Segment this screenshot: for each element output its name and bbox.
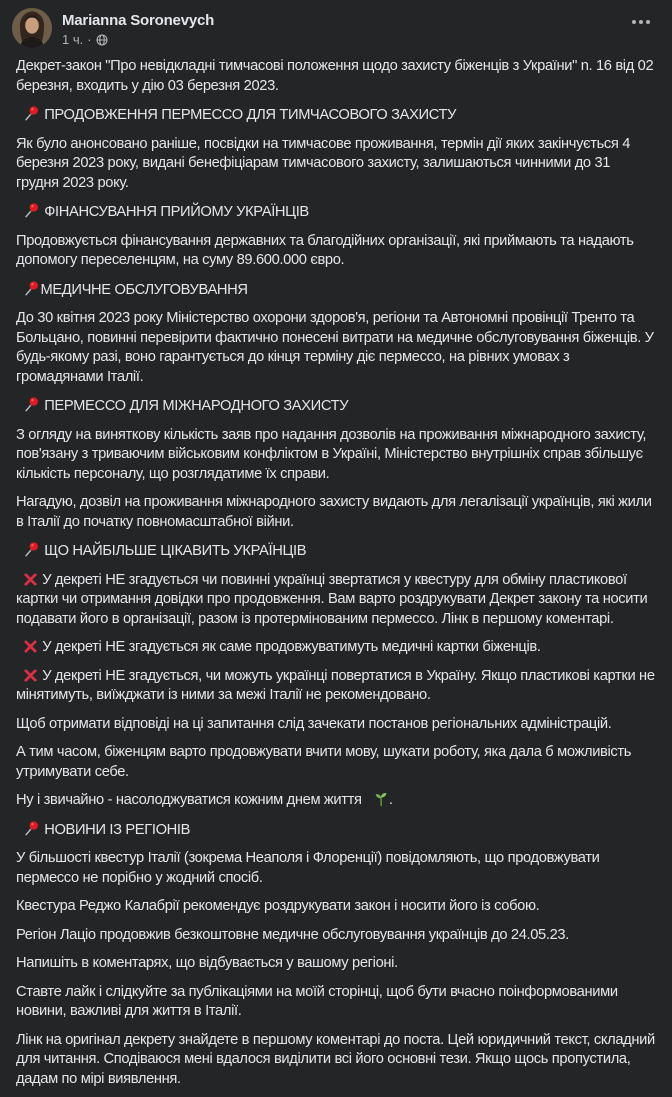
header-meta bbox=[62, 8, 214, 48]
post-paragraph: Регіон Лаціо продовжив безкоштовне медичне обслуговування українців до 24.05.23. bbox=[16, 926, 569, 943]
post-header bbox=[0, 0, 672, 50]
post-paragraph: Ставте лайк і слідкуйте за публікаціями на моїй сторінці, щоб бути вчасно поінформованими новини, важливі для життя в Італії. bbox=[16, 983, 622, 1019]
post-paragraph: У декреті НЕ згадується як саме продовжуватимуть медичні картки біженців. bbox=[16, 638, 656, 658]
author-name[interactable]: Marianna Soronevych bbox=[62, 12, 215, 29]
post-paragraph: Напишіть в коментарях, що відбувається у вашому регіоні. bbox=[16, 955, 398, 971]
post-paragraph: А тим часом, біженцям варто продовжувати вчити мову, шукати роботу, яка дала б можливість утримувати себе. bbox=[16, 744, 635, 780]
post-paragraph: Щоб отримати відповіді на ці запитання слід зачекати постанов регіональних адміністрацій. bbox=[16, 715, 612, 732]
post-paragraph: Як було анонсовано раніше, посвідки на тимчасове проживання, термін дії яких закінчується 4 березня 2023 року, видані бенефіціарам тимчасового захисту, залишаються чинними до 31 грудня 2023 року. bbox=[16, 135, 634, 191]
pin-icon bbox=[16, 541, 40, 558]
post-paragraph: До 30 квітня 2023 року Міністерство охорони здоров'я, регіони та Автономні провінції Тренто та Больцано, повинні перевірити фактично понесені витрати на медичне обслуговування біженців. У будь-якому разі, воно гарантується до кінця терміну діє пермессо, на рівних умовах з громадянами Італії. bbox=[16, 310, 658, 385]
post-paragraph: З огляду на виняткову кількість заяв про надання дозволів на проживання міжнародного захисту, пов'язану з триваючим військовим конфліктом в Україні, Міністерство внутрішніх справ збільшує кількість персоналу, що розглядатиме їх справи. bbox=[16, 426, 650, 482]
post-paragraph: Ну і звичайно - насолоджуватися кожним днем життя . bbox=[16, 792, 393, 808]
globe-icon bbox=[96, 34, 108, 46]
post-paragraph: ФІНАНСУВАННЯ ПРИЙОМУ УКРАЇНЦІВ bbox=[16, 202, 656, 223]
ellipsis-icon bbox=[646, 20, 650, 24]
post-paragraph: ПРОДОВЖЕННЯ ПЕРМЕССО ДЛЯ ТИМЧАСОВОГО ЗАХИСТУ bbox=[16, 105, 656, 126]
post-paragraph: Продовжується фінансування державних та благодійних організації, які приймають та надають допомогу переселенцям, на суму 89.600.000 євро. bbox=[16, 232, 638, 268]
post-paragraph: НОВИНИ ІЗ РЕГІОНІВ bbox=[16, 820, 656, 841]
cross-icon bbox=[16, 668, 38, 683]
avatar[interactable] bbox=[12, 8, 52, 48]
post-paragraph: Лінк на оригінал декрету знайдете в першому коментарі до поста. Цей юридичний текст, складний для читання. Сподіваюся мені вдалося виділити всі його основні тези. Якщо щось пропустила, дадам по мірі виявлення. bbox=[16, 1031, 659, 1087]
post-paragraph: У декреті НЕ згадується чи повинні українці звертатися у квестуру для обміну пластикової картки чи отримання довідки про продовження. Вам варто роздрукувати Декрет закону та носити подавати його в організації, разом із протермінованим пермессо. Лінк в першому коментарі. bbox=[16, 571, 652, 627]
pin-icon bbox=[16, 105, 40, 122]
timestamp[interactable]: 1 ч. bbox=[62, 32, 84, 47]
ellipsis-icon bbox=[632, 20, 636, 24]
pin-icon bbox=[16, 202, 40, 219]
post-paragraph: ЩО НАЙБІЛЬШЕ ЦІКАВИТЬ УКРАЇНЦІВ bbox=[16, 541, 656, 562]
post-options-button[interactable] bbox=[626, 16, 656, 28]
profile-photo bbox=[12, 8, 52, 48]
post-paragraph: Квестура Реджо Калабрії рекомендує роздрукувати закон і носити його із собою. bbox=[16, 898, 540, 914]
post-paragraph: Декрет-закон "Про невідкладні тимчасові положення щодо захисту біженців з України" n. 16 від 02 березня, входить у дію 03 березня 2023. bbox=[16, 58, 658, 94]
post-paragraph: У більшості квестур Італії (зокрема Неаполя і Флоренції) повідомляють, що продовжувати пермессо не порібно у жодний спосіб. bbox=[16, 850, 604, 886]
seedling-icon bbox=[365, 791, 388, 807]
post-paragraph: ПЕРМЕССО ДЛЯ МІЖНАРОДНОГО ЗАХИСТУ bbox=[16, 396, 656, 417]
post-paragraph: У декреті НЕ згадується, чи можуть українці повертатися в Україну. Якщо пластикові картки не мінятимуть, виїжджати із ними за межі Італії не рекомендовано. bbox=[16, 667, 659, 703]
pin-icon bbox=[16, 396, 40, 413]
post-content bbox=[0, 50, 672, 1089]
post-meta-line bbox=[62, 32, 214, 48]
pin-icon bbox=[16, 280, 40, 297]
cross-icon bbox=[16, 572, 38, 587]
meta-separator: · bbox=[87, 32, 92, 47]
ellipsis-icon bbox=[639, 20, 643, 24]
post-paragraph: МЕДИЧНЕ ОБСЛУГОВУВАННЯ bbox=[16, 280, 656, 301]
pin-icon bbox=[16, 820, 40, 837]
post-paragraph: Нагадую, дозвіл на проживання міжнародного захисту видають для легалізації українців, які жили в Італії до початку повномасштабної війни. bbox=[16, 494, 656, 530]
cross-icon bbox=[16, 639, 38, 654]
